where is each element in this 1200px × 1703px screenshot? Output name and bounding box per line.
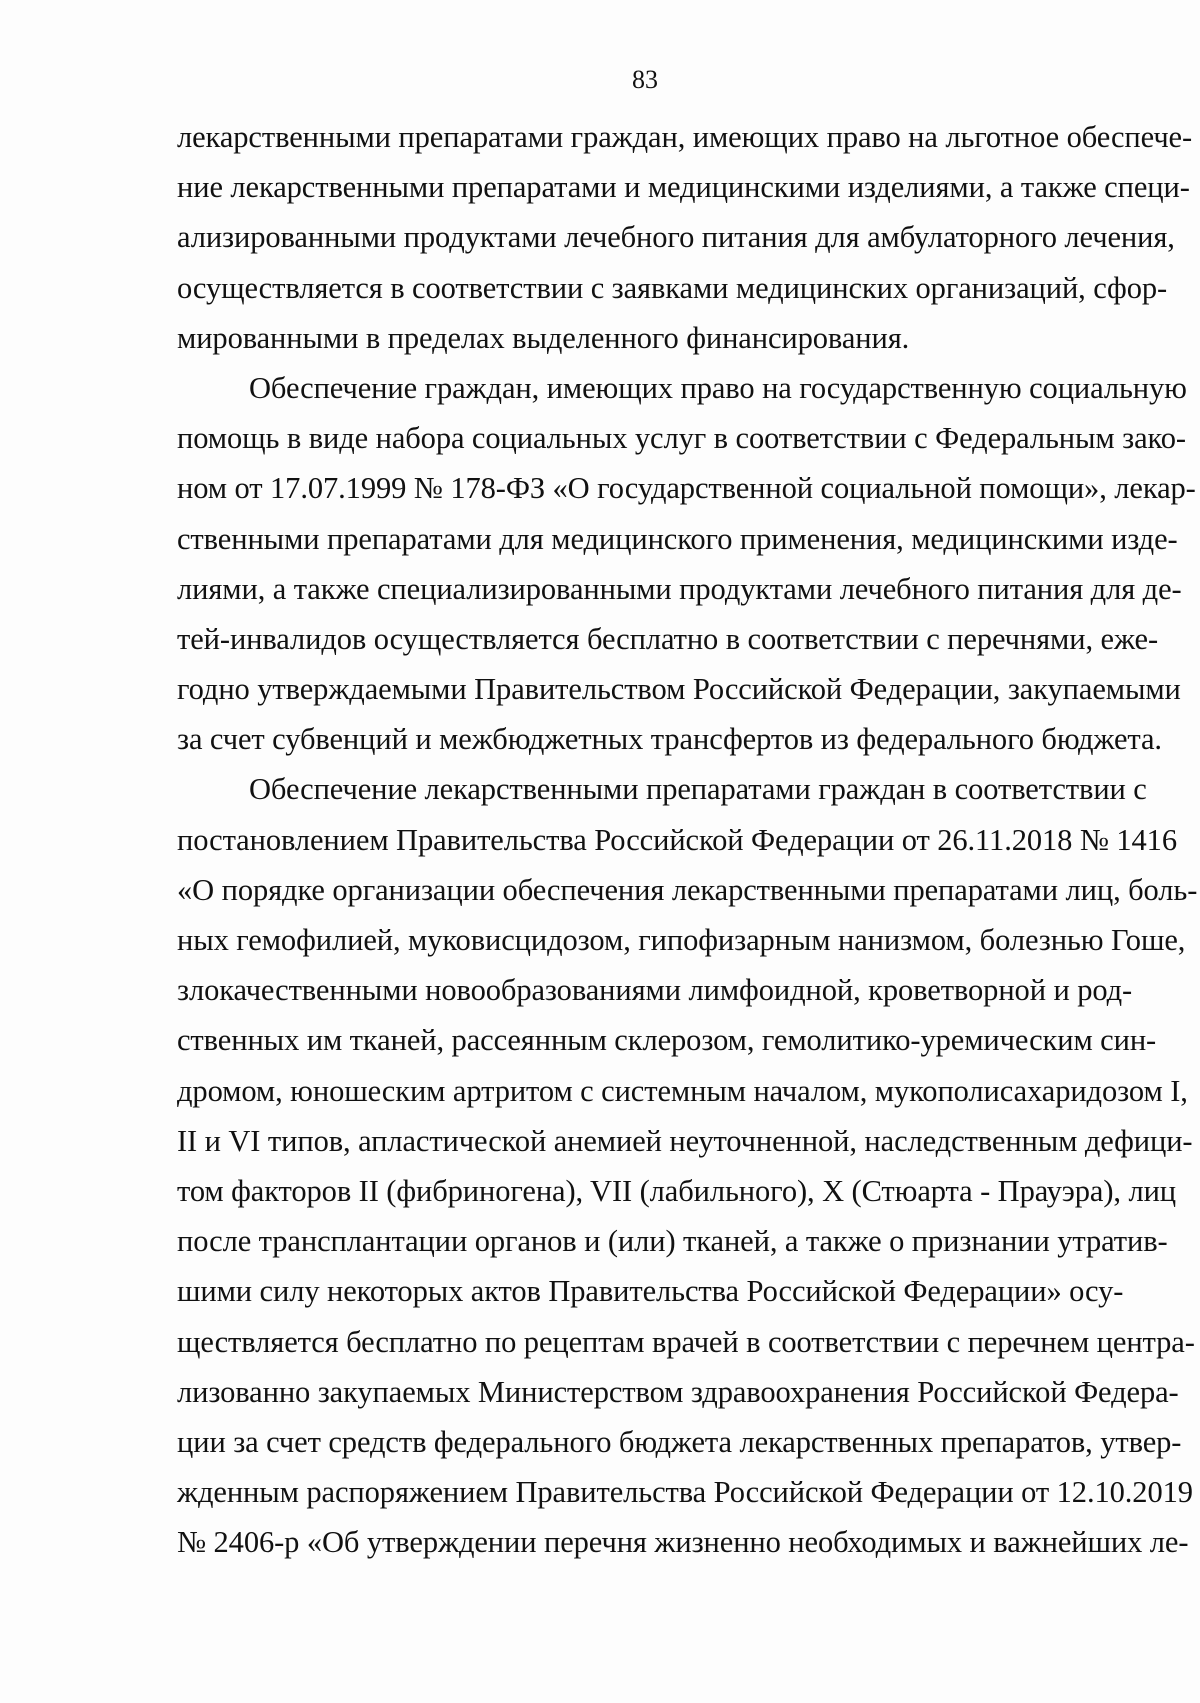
text-line: постановлением Правительства Российской Федерации от 26.11.2018 № 1416 [177, 822, 1177, 857]
text-line: злокачественными новообразованиями лимфоидной, кроветворной и род- [177, 973, 1133, 1008]
text-line: годно утверждаемыми Правительством Российской Федерации, закупаемыми [177, 672, 1181, 707]
text-line: ном от 17.07.1999 № 178-ФЗ «О государственной социальной помощи», лекар- [177, 471, 1196, 506]
text-line: ние лекарственными препаратами и медицинскими изделиями, а также специ- [177, 170, 1190, 205]
paragraph-3 [177, 764, 1198, 1567]
text-line: шими силу некоторых актов Правительства Российской Федерации» осу- [177, 1274, 1124, 1309]
text-line: II и VI типов, апластической анемией неуточненной, наследственным дефици- [177, 1123, 1193, 1158]
text-line: лиями, а также специализированными продуктами лечебного питания для де- [177, 571, 1182, 606]
text-line: том факторов II (фибриногена), VII (лабильного), X (Стюарта - Прауэра), лиц [177, 1173, 1177, 1208]
text-line: жденным распоряжением Правительства Российской Федерации от 12.10.2019 [177, 1475, 1193, 1510]
text-line: ции за счет средств федерального бюджета лекарственных препаратов, утвер- [177, 1424, 1182, 1459]
text-line: осуществляется в соответствии с заявками медицинских организаций, сфор- [177, 270, 1168, 305]
text-line: помощь в виде набора социальных услуг в соответствии с Федеральным зако- [177, 421, 1186, 456]
page-number: 83 [632, 65, 658, 94]
text-line: ственными препаратами для медицинского применения, медицинскими изде- [177, 521, 1178, 556]
text-line: мированными в пределах выделенного финансирования. [177, 320, 910, 355]
text-line: лекарственными препаратами граждан, имеющих право на льготное обеспече- [177, 120, 1193, 154]
paragraph-1 [177, 112, 1193, 363]
text-line: лизованно закупаемых Министерством здравоохранения Российской Федера- [177, 1374, 1179, 1409]
text-line: ственных им тканей, рассеянным склерозом, гемолитико-уремическим син- [177, 1023, 1157, 1058]
text-line: № 2406-р «Об утверждении перечня жизненно необходимых и важнейших ле- [177, 1525, 1189, 1560]
text-line: ществляется бесплатно по рецептам врачей в соответствии с перечнем центра- [177, 1324, 1195, 1359]
text-line: дромом, юношеским артритом с системным началом, мукополисахаридозом I, [177, 1073, 1188, 1108]
text-line: после трансплантации органов и (или) тканей, а также о признании утратив- [177, 1224, 1168, 1259]
text-line: ализированными продуктами лечебного питания для амбулаторного лечения, [177, 220, 1175, 255]
paragraph-2 [177, 363, 1196, 765]
text-line: за счет субвенций и межбюджетных трансфертов из федерального бюджета. [177, 722, 1162, 757]
text-line: ных гемофилией, муковисцидозом, гипофизарным нанизмом, болезнью Гоше, [177, 923, 1186, 957]
text-line: тей-инвалидов осуществляется бесплатно в соответствии с перечнями, еже- [177, 621, 1159, 656]
text-line: Обеспечение граждан, имеющих право на государственную социальную [249, 370, 1187, 405]
text-line: «О порядке организации обеспечения лекарственными препаратами лиц, боль- [177, 872, 1198, 907]
document-body [177, 112, 1198, 1567]
text-line: Обеспечение лекарственными препаратами граждан в соответствии с [249, 772, 1147, 807]
